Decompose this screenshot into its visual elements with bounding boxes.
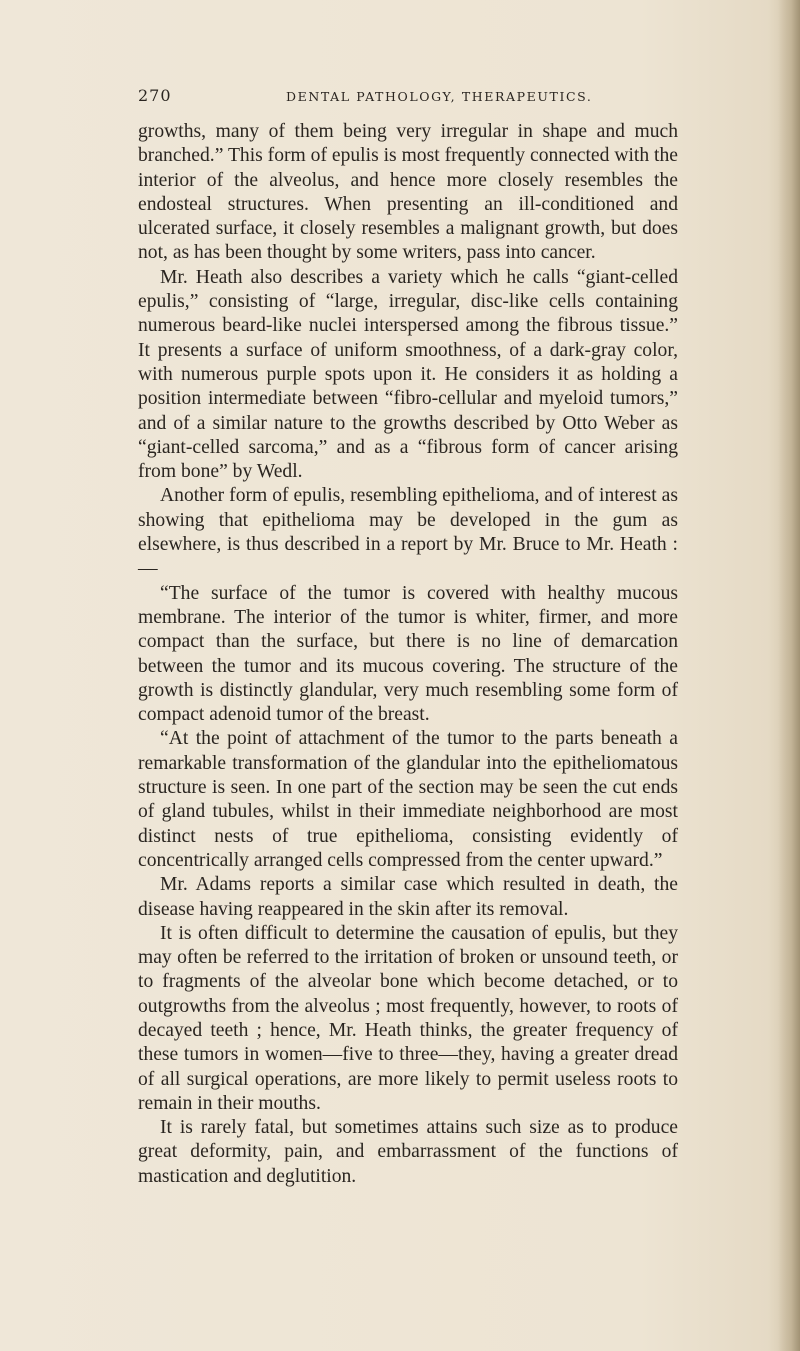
page-number: 270 [138,86,172,105]
paragraph-prognosis: It is rarely fatal, but sometimes attains such size as to produce great deformity, pain, and embarrassment of the functions of mastication and deglutition. [138,1117,678,1187]
paragraph-epithelioma-form: Another form of epulis, resembling epithelioma, and of interest as showing that epithelioma may be developed in the gum as elsewhere, is thus described in a report by Mr. Bruce to Mr. Heath :— [138,485,678,580]
page-header [138,86,678,112]
running-head: DENTAL PATHOLOGY, THERAPEUTICS. [286,89,593,104]
paragraph-giant-celled-epulis: Mr. Heath also describes a variety which he calls “giant-celled epulis,” consisting of “large, irregular, disc-like cells containing numerous beard-like nuclei interspersed among the fibrous tissue.” It presents a surface of uniform smoothness, of a dark-gray color, with numerous purple spots upon it. He considers it as holding a position intermediate between “fibro-cellular and myeloid tumors,” and of a similar nature to the growths described by Otto Weber as “giant-celled sarcoma,” and as a “fibrous form of cancer arising from bone” by Wedl. [138,266,678,483]
paragraph-continuation: growths, many of them being very irregular in shape and much branched.” This form of epulis is most frequently connected with the interior of the alveolus, and hence more closely resembles the endosteal structures. When presenting an ill-conditioned and ulcerated surface, it closely resembles a malignant growth, but does not, as has been thought by some writers, pass into cancer. [138,121,678,264]
paragraph-quote-attachment: “At the point of attachment of the tumor to the parts beneath a remarkable transformation of the glandular into the epitheliomatous structure is seen. In one part of the section may be seen the cut ends of gland tubules, whilst in their immediate neighborhood are most distinct nests of true epithelioma, consisting evidently of concentrically arranged cells compressed from the center upward.” [138,728,678,871]
body-text [138,120,678,1189]
paragraph-adams-case: Mr. Adams reports a similar case which resulted in death, the disease having reappeared in the skin after its removal. [138,874,678,920]
paragraph-quote-surface: “The surface of the tumor is covered with healthy mucous membrane. The interior of the tumor is whiter, firmer, and more compact than the surface, but there is no line of demarcation between the tumor and its mucous covering. The structure of the growth is distinctly glandular, very much resembling some form of compact adenoid tumor of the breast. [138,582,678,726]
page-edge-shadow [778,0,800,1351]
paragraph-causation: It is often difficult to determine the causation of epulis, but they may often be referred to the irritation of broken or unsound teeth, or to fragments of the alveolar bone which become detached, or to outgrowths from the alveolus ; most frequently, however, to roots of decayed teeth ; hence, Mr. Heath thinks, the greater frequency of these tumors in women—five to three—they, having a greater dread of all surgical operations, are more likely to permit useless roots to remain in their mouths. [138,922,678,1114]
